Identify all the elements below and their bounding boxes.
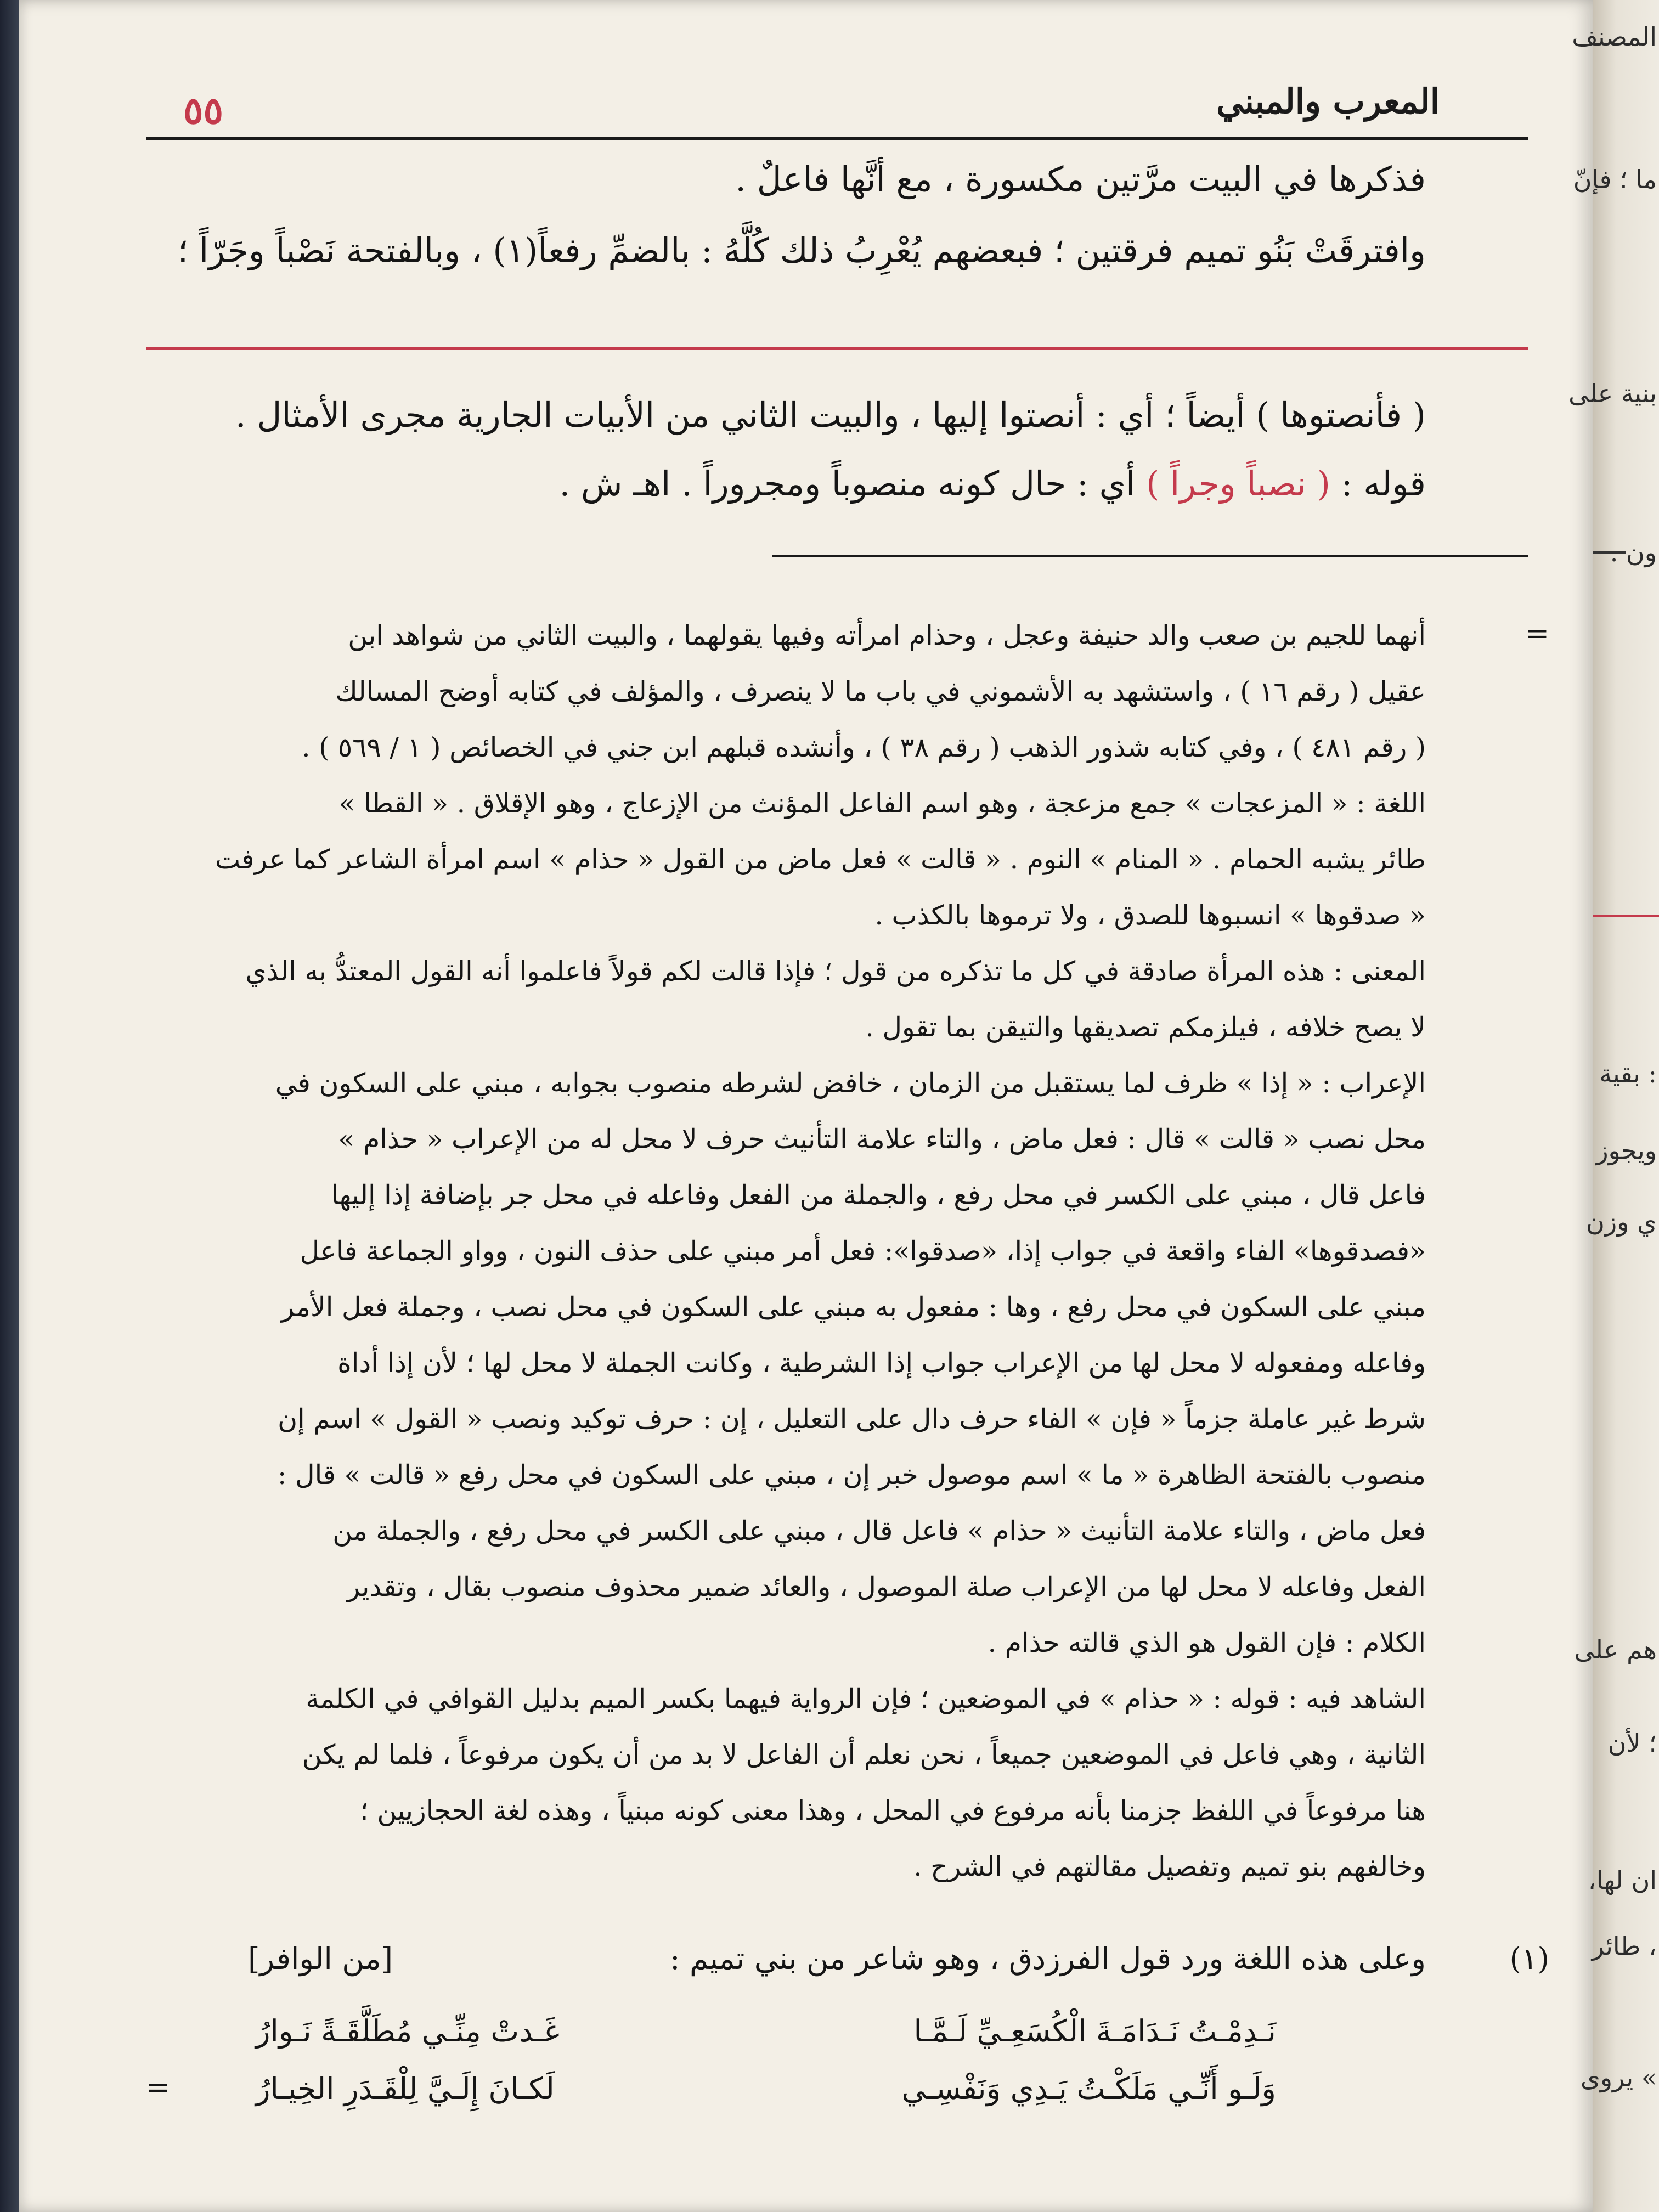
footnote-line: فاعل قال ، مبني على الكسر في محل رفع ، والجملة من الفعل وفاعله في محل جر بإضافة إذا إليها [331,1180,1426,1211]
main-text-line: فذكرها في البيت مرَّتين مكسورة ، مع أنَّها فاعلٌ . [735,159,1426,199]
verse-hemistich: وَلَـو أَنِّـي مَلَكْـتُ يَـدِي وَنَفْسِـي [901,2071,1276,2106]
footnote-number: (١) [1509,1941,1549,1976]
footnote-line: وخالفهم بنو تميم وتفصيل مقالتهم في الشرح . [913,1851,1426,1882]
footnote-line: فعل ماض ، والتاء علامة التأنيث « حذام » فاعل قال ، مبني على الكسر في محل رفع ، والجملة من [332,1515,1426,1547]
footnote-line: هنا مرفوعاً في اللفظ جزمنا بأنه مرفوع في المحل ، وهذا معنى كونه مبنياً ، وهذه لغة الحجازيين ؛ [360,1795,1426,1826]
footnote-line: ( رقم ٤٨١ ) ، وفي كتابه شذور الذهب ( رقم ٣٨ ) ، وأنشده قبلهم ابن جني في الخصائص ( ١ / ٥٦٩ ) . [302,732,1426,763]
footnote-line: « صدقوها » انسبوها للصدق ، ولا ترموها بالكذب . [874,900,1426,931]
commentary-line: ( فأنصتوها ) أيضاً ؛ أي : أنصتوا إليها ، والبيت الثاني من الأبيات الجارية مجرى الأمثال . [235,395,1426,435]
footnote-line: الفعل وفاعله لا محل لها من الإعراب صلة الموصول ، والعائد ضمير محذوف منصوب بقال ، وتقدير [347,1571,1426,1602]
footnote-line: شرط غير عاملة جزماً « فإن » الفاء حرف دال على التعليل ، إن : حرف توكيد ونصب « القول » اسم إن [278,1403,1426,1435]
page-number: ٥٥ [183,89,224,133]
facing-page-fragment: : بقية [1599,1059,1657,1088]
facing-page-fragment: ان لها، [1588,1865,1657,1895]
continuation-marker: = [1525,617,1549,650]
book-edge [0,0,19,2212]
footnote-line: الثانية ، وهي فاعل في الموضعين جميعاً ، نحن نعلم أن الفاعل لا بد من أن يكون مرفوعاً ، فلما لم يكن [302,1739,1426,1770]
commentary-highlight: ( نصباً وجراً ) [1146,464,1330,504]
facing-page-fragment: ، طائر [1592,1931,1657,1961]
footnote-line: الكلام : فإن القول هو الذي قالته حذام . [988,1627,1426,1658]
book-page [19,0,1593,2212]
facing-page-fragment: هم على [1574,1635,1657,1664]
footnote-line: طائر يشبه الحمام . « المنام » النوم . « قالت » فعل ماض من القول « حذام » اسم امرأة الشاعر كما عرفت [215,844,1426,875]
facing-page-fragment: المصنف [1572,22,1657,52]
footnote-line: لا يصح خلافه ، فيلزمكم تصديقها والتيقن بما تقول . [865,1012,1426,1043]
facing-page-fragment: ؛ لأن [1607,1728,1657,1758]
main-text-line: وافترقَتْ بَنُو تميم فرقتين ؛ فبعضهم يُعْرِبُ ذلك كُلَّهُ : بالضمِّ رفعاً(١) ، وبالفتحة نَصْباً وجَرّاً ؛ [177,230,1426,270]
footnote-line: منصوب بالفتحة الظاهرة « ما » اسم موصول خبر إن ، مبني على السكون في محل رفع « قالت » قال : [277,1459,1426,1491]
running-title: المعرب والمبني [1216,81,1440,121]
commentary-lead: قوله : [1330,464,1426,504]
facing-page [1568,0,1659,2212]
facing-page-fragment: ي وزن [1586,1207,1657,1237]
facing-page-fragment: ما ؛ فإنّ [1573,165,1657,194]
footnote-line: وفاعله ومفعوله لا محل لها من الإعراب جواب إذا الشرطية ، وكانت الجملة لا محل لها ؛ لأن إذا أداة [337,1347,1426,1379]
footnote-line: الإعراب : « إذا » ظرف لما يستقبل من الزمان ، خافض لشرطه منصوب بجوابه ، مبني على السكون في [275,1068,1426,1099]
commentary-separator [146,347,1528,350]
facing-page-fragment: بنية على [1568,379,1657,408]
footnote-line: أنهما للجيم بن صعب والد حنيفة وعجل ، وحذام امرأته وفيها يقولهما ، والبيت الثاني من شواهد ابن [348,620,1426,651]
facing-page-fragment: ويجوز [1596,1136,1657,1165]
commentary-tail: أي : حال كونه منصوباً ومجروراً . اهـ ش . [559,464,1147,504]
facing-page-fragment: ون . [1610,538,1657,567]
footnote-line: محل نصب « قالت » قال : فعل ماض ، والتاء علامة التأنيث حرف لا محل له من الإعراب « حذام » [338,1124,1426,1155]
footnote-line: المعنى : هذه المرأة صادقة في كل ما تذكره من قول ؛ فإذا قالت لكم قولاً فاعلموا أنه القول المعتدُّ به الذي [245,956,1426,987]
footnote-separator [772,555,1528,557]
commentary-line [560,464,1426,504]
footnote-line: عقيل ( رقم ١٦ ) ، واستشهد به الأشموني في باب ما لا ينصرف ، والمؤلف في كتابه أوضح المسالك [335,676,1426,707]
verse-hemistich: نَـدِمْـتُ نَـدَامَـةَ الْكُسَعِـيِّ لَـمَّـا [913,2013,1276,2049]
continuation-marker: = [146,2071,170,2104]
verse-hemistich: لَكـانَ إِلَـيَّ لِلْقَـدَرِ الخِيـارُ [256,2071,555,2106]
footnote-line: «فصدقوها» الفاء واقعة في جواب إذا، «صدقوا»: فعل أمر مبني على حذف النون ، وواو الجماعة فاعل [300,1235,1426,1267]
header-rule [146,137,1528,140]
verse-hemistich: غَـدتْ مِنِّـي مُطَلَّقَـةً نَـوارُ [256,2013,560,2049]
footnote-line: اللغة : « المزعجات » جمع مزعجة ، وهو اسم الفاعل المؤنث من الإزعاج ، وهو الإقلاق . « القطا » [338,788,1426,819]
footnote-line: الشاهد فيه : قوله : « حذام » في الموضعين ؛ فإن الرواية فيهما بكسر الميم بدليل القوافي في الكلمة [306,1683,1426,1714]
facing-page-fragment: » يروى [1580,2063,1657,2092]
footnote-line: مبني على السكون في محل رفع ، وها : مفعول به مبني على السكون في محل نصب ، وجملة فعل الأمر [281,1291,1426,1323]
footnote-text: وعلى هذه اللغة ورد قول الفرزدق ، وهو شاعر من بني تميم : [669,1941,1426,1976]
meter-label: [من الوافر] [248,1941,393,1976]
